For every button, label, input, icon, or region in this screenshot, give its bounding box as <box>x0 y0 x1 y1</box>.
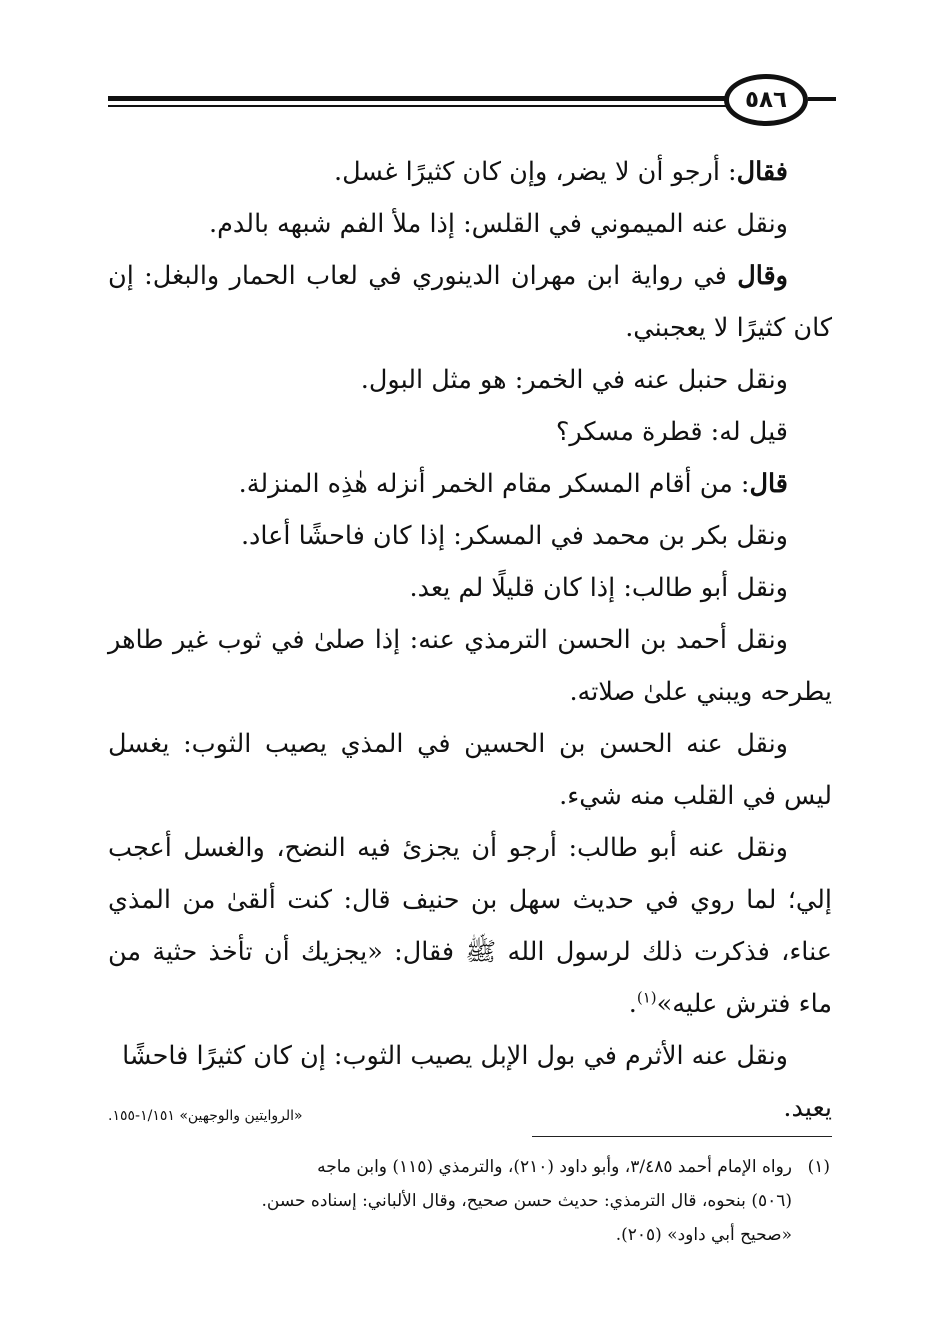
paragraph-12-last-line <box>108 1082 832 1134</box>
paragraph-5: قيل له: قطرة مسكر؟ <box>555 417 788 447</box>
paragraph-9: ونقل أحمد بن الحسن الترمذي عنه: إذا صلىٰ في ثوب غير طاهر يطرحه ويبني علىٰ صلاته. <box>108 625 832 707</box>
paragraph-3 <box>108 250 832 354</box>
paragraph-lead: وقال <box>737 261 788 291</box>
header-rule-thin <box>108 105 728 107</box>
paragraph-8: ونقل أبو طالب: إذا كان قليلًا لم يعد. <box>409 573 788 603</box>
paragraph-2: ونقل عنه الميموني في القلس: إذا ملأ الفم شبهه بالدم. <box>209 209 788 239</box>
main-text <box>108 146 832 1134</box>
page-number: ٥٨٦ <box>724 74 808 126</box>
paragraph-6 <box>108 458 832 510</box>
source-reference: «الروايتين والوجهين» ١/١٥١-١٥٥. <box>108 1108 303 1124</box>
footnote-number: (١) <box>807 1157 830 1177</box>
paragraph-lead: فقال <box>736 157 788 187</box>
header-rule-thick <box>108 96 728 101</box>
footnote-text: رواه الإمام أحمد ٣/٤٨٥، وأبو داود (٢١٠)، والترمذي (١١٥) وابن ماجه <box>317 1157 792 1177</box>
footnotes <box>108 1150 830 1252</box>
footnote-1-line-1 <box>108 1150 830 1184</box>
footnote-marker: (١) <box>636 988 657 1007</box>
paragraph-lead: قال <box>749 469 788 499</box>
paragraph-text: في رواية ابن مهران الدينوري في لعاب الحمار والبغل: إن كان كثيرًا لا يعجبني. <box>108 261 832 343</box>
paragraph-text: : أرجو أن لا يضر، وإن كان كثيرًا غسل. <box>334 157 737 187</box>
paragraph-12: ونقل عنه الأثرم في بول الإبل يصيب الثوب: إن كان كثيرًا فاحشًا <box>122 1041 788 1071</box>
footnote-separator <box>532 1136 832 1137</box>
paragraph-end: . <box>628 989 637 1019</box>
paragraph-7: ونقل بكر بن محمد في المسكر: إذا كان فاحشًا أعاد. <box>240 521 788 551</box>
footnote-1-line-3: «صحيح أبي داود» (٢٠٥). <box>615 1225 792 1245</box>
paragraph-10: ونقل عنه الحسن بن الحسين في المذي يصيب الثوب: يغسل ليس في القلب منه شيء. <box>108 729 832 811</box>
paragraph-text: : من أقام المسكر مقام الخمر أنزله هٰذِه المنزلة. <box>238 469 750 499</box>
paragraph-11 <box>108 822 832 1030</box>
paragraph-text: يعيد. <box>783 1093 832 1123</box>
footnote-1-line-2: (٥٠٦) بنحوه، قال الترمذي: حديث حسن صحيح، وقال الألباني: إسناده حسن. <box>261 1191 792 1211</box>
header-rule-right <box>808 97 836 101</box>
paragraph-4: ونقل حنبل عنه في الخمر: هو مثل البول. <box>360 365 788 395</box>
paragraph-text: ونقل عنه أبو طالب: أرجو أن يجزئ فيه النضح، والغسل أعجب إلي؛ لما روي في حديث سهل بن حنيف قال: كنت ألقىٰ من المذي عناء، فذكرت ذلك لرسول الله ﷺ فقال: «يجزيك أن تأخذ حثية من ماء فترش عليه» <box>108 833 832 1019</box>
paragraph-1 <box>108 146 832 198</box>
page-header <box>108 70 836 130</box>
